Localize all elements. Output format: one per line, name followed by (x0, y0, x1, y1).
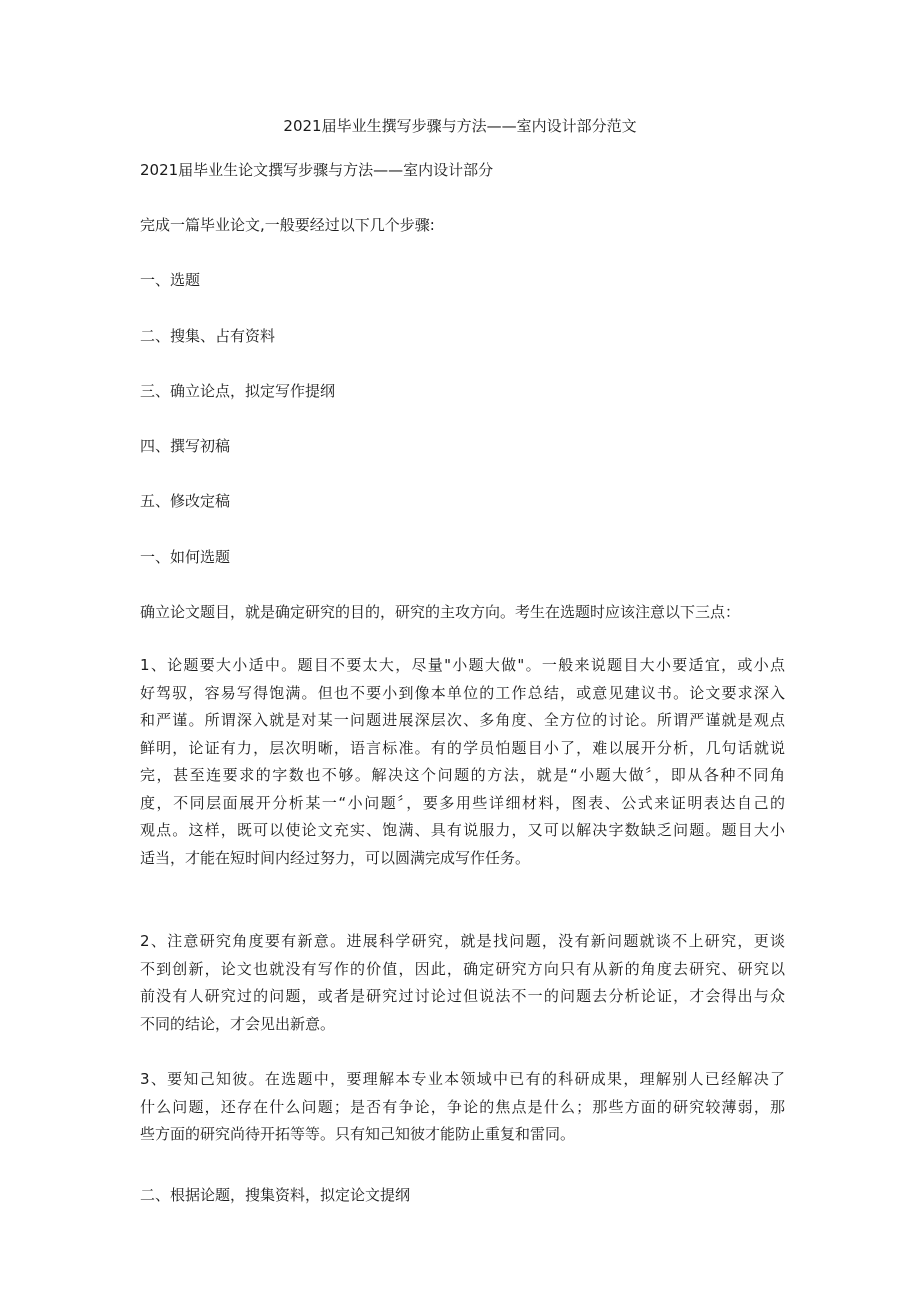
step-item: 四、撰写初稿 (140, 437, 231, 455)
point-paragraph-3 (140, 1066, 785, 1149)
paragraph-line: 前没有人研究过的问题，或者是研究过讨论过但说法不一的问题去分析论证，才会得出与众 (140, 987, 785, 1005)
paragraph-line: 观点。这样，既可以使论文充实、饱满、具有说服力，又可以解决字数缺乏问题。题目大小 (140, 821, 785, 839)
step-item: 五、修改定稿 (140, 492, 231, 510)
paragraph-line: 好驾驭，容易写得饱满。但也不要小到像本单位的工作总结，或意见建议书。论文要求深入 (140, 683, 785, 702)
paragraph-line: 不同的结论，才会见出新意。 (140, 1014, 336, 1033)
paragraph-line: 3、要知己知彼。在选题中，要理解本专业本领域中已有的科研成果，理解别人已经解决了 (140, 1070, 785, 1088)
paragraph-line: 2、注意研究角度要有新意。进展科学研究，就是找问题，没有新问题就谈不上研究，更谈 (140, 932, 785, 950)
paragraph-line: 度，不同层面展开分析某一“小问题〞，要多用些详细材料，图表、公式来证明表达自己的 (140, 793, 785, 812)
section-intro: 确立论文题目，就是确定研究的目的，研究的主攻方向。考生在选题时应该注意以下三点： (140, 603, 741, 621)
point-paragraph-1 (140, 652, 785, 872)
intro-text: 完成一篇毕业论文,一般要经过以下几个步骤: (140, 216, 435, 234)
paragraph-line: 什么问题，还存在什么问题；是否有争论，争论的焦点是什么；那些方面的研究较薄弱，那 (140, 1097, 785, 1116)
step-item: 二、搜集、占有资料 (140, 327, 276, 345)
paragraph-line: 和严谨。所谓深入就是对某一问题进展深层次、多角度、全方位的讨论。所谓严谨就是观点 (140, 711, 785, 729)
step-item: 三、确立论点，拟定写作提纲 (140, 382, 336, 400)
point-paragraph-2 (140, 928, 785, 1038)
paragraph-line: 1、论题要大小适中。题目不要太大，尽量"小题大做"。一般来说题目大小要适宜，或小点 (140, 656, 785, 674)
paragraph-line: 不到创新，论文也就没有写作的价值，因此，确定研究方向只有从新的角度去研究、研究以 (140, 959, 785, 978)
paragraph-line: 完，甚至连要求的字数也不够。解决这个问题的方法，就是“小题大做〞，即从各种不同角 (140, 766, 785, 784)
paragraph-line: 鲜明，论证有力，层次明晰，语言标准。有的学员怕题目小了，难以展开分析，几句话就说 (140, 738, 785, 757)
section-heading-collect-materials: 二、根据论题，搜集资料，拟定论文提纲 (140, 1186, 411, 1204)
paragraph-line: 些方面的研究尚待开拓等等。只有知己知彼才能防止重复和雷同。 (140, 1125, 576, 1143)
section-heading-choose-topic: 一、如何选题 (140, 548, 231, 566)
document-subtitle: 2021届毕业生论文撰写步骤与方法——室内设计部分 (140, 161, 494, 179)
paragraph-line: 适当，才能在短时间内经过努力，可以圆满完成写作任务。 (140, 848, 531, 867)
step-item: 一、选题 (140, 271, 201, 289)
document-title: 2021届毕业生撰写步骤与方法——室内设计部分范文 (283, 117, 637, 135)
